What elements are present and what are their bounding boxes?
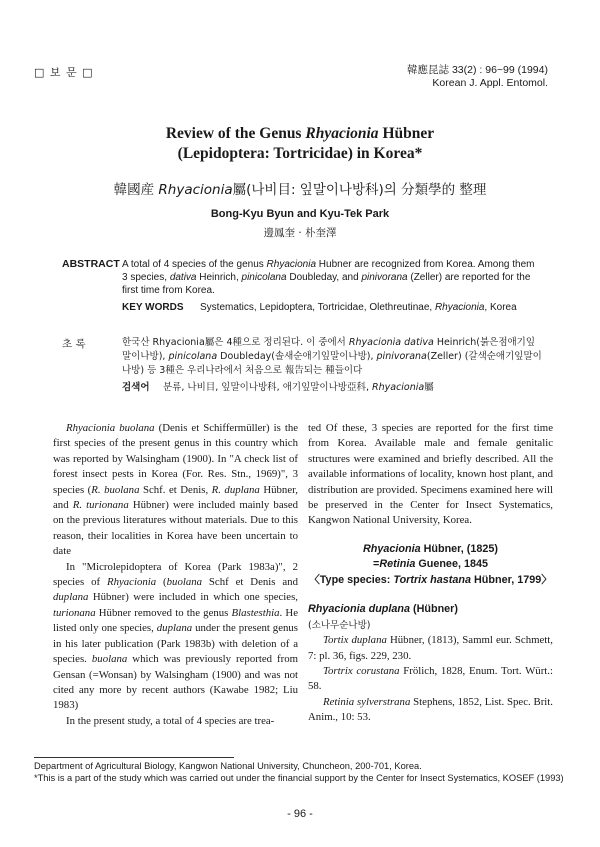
body-span: ( [156, 576, 167, 589]
type-species [308, 573, 553, 589]
body-span: . He listed only one species, [53, 606, 298, 635]
species-name: Rhyacionia buolana [66, 422, 155, 434]
title-text: Hübner [378, 125, 435, 142]
synonym-name: Tortrix corustana [323, 664, 400, 677]
synonym-name: Retinia sylverstrana [323, 695, 411, 708]
keywords-text [200, 302, 517, 313]
body-span: Hübner) were included in which one species, [88, 591, 298, 604]
abstract-species: pinicolana [241, 272, 287, 283]
genus-authority: Hübner, (1825) [420, 542, 498, 555]
korean-title-text: 屬(나비目: 잎말이나방科)의 分類學的 整理 [232, 182, 487, 198]
species-heading-authority: (Hübner) [410, 603, 458, 616]
abstract-span: A total of 4 species of the genus [122, 259, 267, 270]
spacer [308, 588, 553, 602]
genus-heading [308, 542, 553, 558]
footnote-divider [34, 757, 234, 758]
page-number: - 96 - [287, 808, 313, 820]
journal-citation [407, 64, 548, 90]
body-span: Hübner) were included mainly based on the previous literatures without materials. Due to this reason, their localities in Korea have been uncertain to date [53, 499, 299, 558]
korean-keywords-label: 검색어 [122, 382, 150, 393]
body-span: Hübner, and [53, 483, 298, 512]
korean-abstract-species: Rhyacionia dativa [348, 337, 434, 348]
title-genus: Rhyacionia [305, 125, 379, 142]
korean-title-genus: Rhyacionia [158, 182, 233, 198]
body-column-left [53, 421, 298, 729]
type-species-authority: Hübner, 1799〉 [471, 573, 553, 586]
section-label: □ 보 문 □ [34, 66, 94, 79]
synonymy-entry-2 [308, 664, 553, 695]
korean-title [0, 178, 600, 198]
korean-abstract-species: pinicolana [168, 351, 218, 362]
species-name: duplana [156, 622, 193, 635]
korean-title-text: 韓國産 [113, 182, 159, 198]
korean-abstract-span: Heinrich(붉은점애기잎말이나방), [122, 337, 536, 362]
korean-abstract-span: Doubleday(솔새순애기잎말이나방), [217, 351, 377, 362]
abstract-span: Hubner are recognized from Korea. Among them 3 species, [122, 259, 535, 283]
korean-abstract-span: 한국산 Rhyacionia屬은 4種으로 정리된다. 이 중에서 [122, 337, 349, 348]
species-name: duplana [53, 591, 89, 604]
abstract-label: ABSTRACT [62, 258, 120, 270]
korean-abstract-span: (Zeller) (갈색순애기잎말이나방) 등 3種은 우리나라에서 처음으로 報告되는 種들이다 [122, 351, 542, 376]
abstract-genus: Rhyacionia [266, 259, 317, 270]
body-span: Schf. et Denis, [139, 483, 212, 496]
footnote [34, 761, 574, 784]
body-span: (Denis et Schiffermüller) is the first species of the present genus in this country which was reported by Walsingham (1900). In "A check list of forest insect pests in Korea (For. Res. Stn., 1969)", 3 species ( [53, 422, 299, 496]
species-name: R. buolana [91, 483, 140, 496]
type-species-label: 〈Type species: [308, 573, 394, 586]
title-line-2: (Lepidoptera: Tortricidae) in Korea* [177, 145, 423, 162]
article-title [0, 124, 600, 164]
korean-keywords-span: 분류, 나비目, 잎말이나방科, 애기잎말이나방亞科, [163, 382, 372, 393]
species-name: Rhyacionia [106, 576, 157, 589]
title-text: Review of the Genus [165, 125, 306, 142]
footnote-affiliation: Department of Agricultural Biology, Kangwon National University, Chuncheon, 200-701, Korea. [34, 761, 422, 771]
species-name: R. duplana [211, 483, 260, 496]
korean-keywords-text [163, 379, 434, 393]
korean-keywords-span: 屬 [424, 382, 434, 393]
body-paragraph-1 [53, 421, 298, 560]
spacer [308, 529, 553, 542]
body-paragraph-4: ted Of these, 3 species are reported for the first time from Korea. Available male and female genitalic structures were examined and briefly described. All the available informations of locality, known host plant, and distribution are provided. Specimens examined here will be preserved in the Center for Insect Systematics, Kangwon National University, Korea. [308, 422, 553, 527]
body-paragraph-3: In the present study, a total of 4 species are trea- [66, 714, 275, 727]
species-name: buolana [166, 576, 203, 589]
type-species-name: Tortrix hastana [393, 573, 471, 586]
species-name: R. turionana [72, 499, 129, 512]
synonym-citation: Hübner, (1813), Samml eur. Schmett, 7: pl. 36, figs. 229, 230. [308, 634, 553, 662]
body-span: under the present genus in his later publication (Park 1983b) with deletion of a species. [53, 622, 298, 666]
keywords-span: Systematics, Lepidoptera, Tortricidae, Olethreutinae, [200, 302, 435, 313]
species-name: buolana [91, 653, 128, 666]
authors-korean: 邊鳳奎 · 朴奎澤 [263, 227, 337, 239]
authors-english: Bong-Kyu Byun and Kyu-Tek Park [210, 208, 390, 220]
korean-abstract-label: 초 록 [62, 338, 86, 350]
abstract-species: pinivorana [361, 272, 408, 283]
species-korean-name: (소나무순나방) [308, 619, 371, 631]
body-column-right [308, 421, 553, 726]
keywords-label: KEY WORDS [122, 302, 184, 313]
abstract-text [122, 258, 542, 297]
body-span: Schf et Denis and [202, 576, 298, 589]
species-name: turionana [53, 606, 96, 619]
keywords-span: , Korea [484, 302, 517, 313]
korean-abstract-species: pinivorana [376, 351, 427, 362]
synonym-authority: Guenee, 1845 [415, 558, 488, 571]
korean-keywords-genus: Rhyacionia [372, 382, 425, 393]
synonym-citation: Stephens, 1852, List. Spec. Brit. Anim., 10: 53. [308, 695, 553, 724]
synonym-name: Tortix duplana [323, 634, 387, 647]
journal-citation-korean: 韓應昆誌 33(2) : 96~99 (1994) [407, 64, 548, 76]
keywords-genus: Rhyacionia [434, 302, 485, 313]
synonymy-entry-3 [308, 695, 553, 726]
body-span: In "Microlepidoptera of Korea (Park 1983a)", 2 species of [53, 560, 298, 589]
species-heading-name: Rhyacionia duplana [308, 603, 410, 616]
journal-citation-english: Korean J. Appl. Entomol. [432, 77, 548, 89]
species-name: Blastesthia [231, 606, 280, 619]
synonymy-entry-1 [308, 633, 553, 664]
synonym-sign: = [373, 558, 380, 571]
footnote-funding: *This is a part of the study which was carried out under the financial support by the Center for Insect Systematics, KOSEF (1993) [34, 772, 564, 783]
genus-name: Rhyacionia [362, 542, 421, 555]
abstract-span: Heinrich, [196, 272, 242, 283]
abstract-species: dativa [169, 272, 197, 283]
species-heading [308, 602, 553, 617]
synonym-name: Retinia [379, 558, 416, 571]
synonym-citation: Frölich, 1828, Enum. Tort. Würt.: 58. [308, 664, 553, 693]
abstract-span: Doubleday, and [286, 272, 362, 283]
korean-abstract-text [122, 336, 542, 378]
body-span: which was previously reported from Gensan (=Wonsan) by Walsingham (1900) and was not cited any more by recent authors (Kawabe 1982; Liu 1983) [53, 653, 299, 712]
title-line-1 [0, 124, 600, 144]
body-paragraph-2 [53, 560, 298, 714]
body-span: Hübner removed to the genus [95, 606, 232, 619]
abstract-span: (Zeller) are reported for the first time from Korea. [122, 272, 531, 296]
genus-synonym [308, 557, 553, 573]
